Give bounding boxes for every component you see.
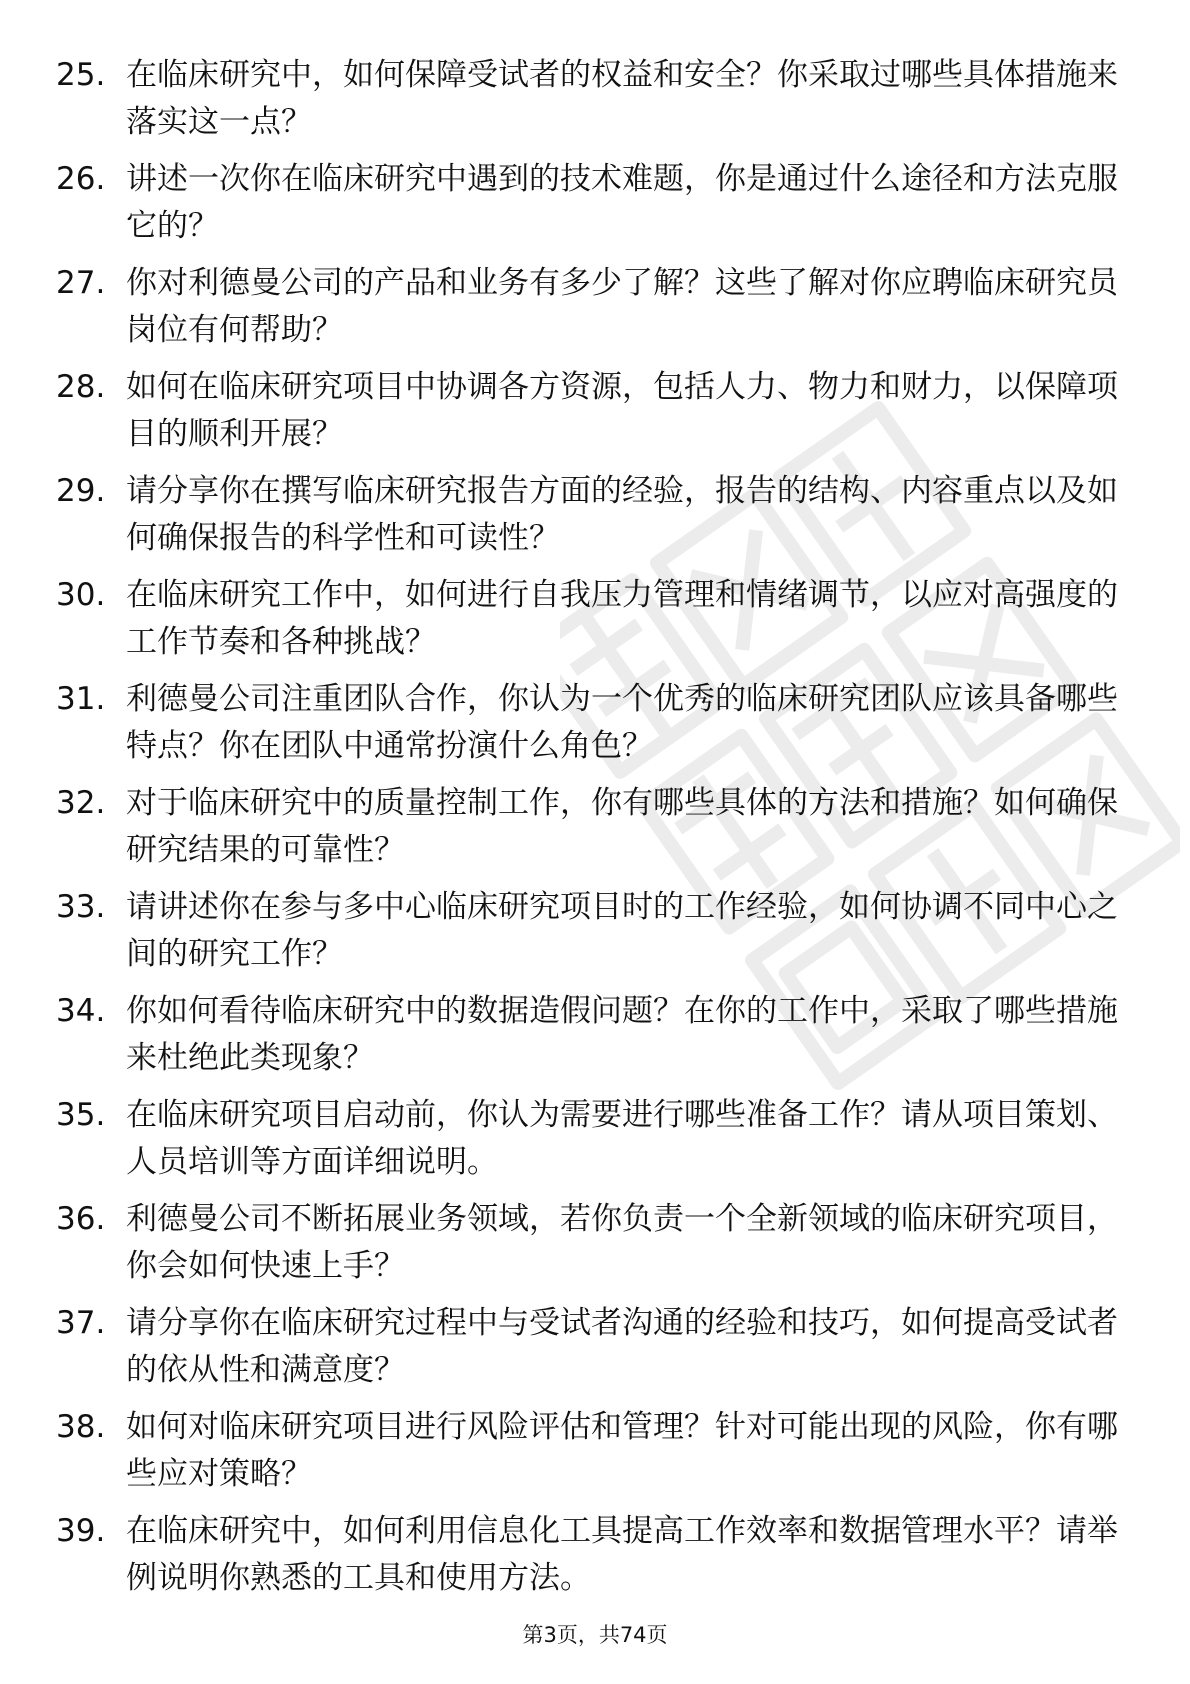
question-item xyxy=(56,780,1136,884)
question-text: 请分享你在撰写临床研究报告方面的经验，报告的结构、内容重点以及如何确保报告的科学性和可读性？ xyxy=(126,473,1118,556)
question-number: 26. xyxy=(56,161,106,197)
question-number: 28. xyxy=(56,369,106,405)
question-item xyxy=(56,52,1136,156)
question-item xyxy=(56,988,1136,1092)
question-text: 利德曼公司不断拓展业务领域，若你负责一个全新领域的临床研究项目，你会如何快速上手？ xyxy=(126,1201,1118,1284)
question-number: 39. xyxy=(56,1513,106,1549)
question-text: 利德曼公司注重团队合作，你认为一个优秀的临床研究团队应该具备哪些特点？你在团队中通常扮演什么角色？ xyxy=(126,681,1118,764)
question-item xyxy=(56,884,1136,988)
question-item xyxy=(56,468,1136,572)
question-item xyxy=(56,1300,1136,1404)
question-number: 29. xyxy=(56,473,106,509)
question-list xyxy=(56,52,1136,1612)
question-number: 27. xyxy=(56,265,106,301)
question-text: 在临床研究项目启动前，你认为需要进行哪些准备工作？请从项目策划、人员培训等方面详细说明。 xyxy=(126,1097,1118,1180)
page-number-label: 第3页，共74页 xyxy=(522,1623,668,1647)
question-text: 如何对临床研究项目进行风险评估和管理？针对可能出现的风险，你有哪些应对策略？ xyxy=(126,1409,1118,1492)
question-item xyxy=(56,1404,1136,1508)
question-item xyxy=(56,676,1136,780)
question-text: 你如何看待临床研究中的数据造假问题？在你的工作中，采取了哪些措施来杜绝此类现象？ xyxy=(126,993,1118,1076)
question-item xyxy=(56,572,1136,676)
question-text: 在临床研究中，如何利用信息化工具提高工作效率和数据管理水平？请举例说明你熟悉的工具和使用方法。 xyxy=(126,1513,1118,1596)
question-number: 31. xyxy=(56,681,106,717)
question-text: 对于临床研究中的质量控制工作，你有哪些具体的方法和措施？如何确保研究结果的可靠性？ xyxy=(126,785,1118,868)
question-item xyxy=(56,260,1136,364)
question-number: 37. xyxy=(56,1305,106,1341)
question-number: 35. xyxy=(56,1097,106,1133)
question-text: 请分享你在临床研究过程中与受试者沟通的经验和技巧，如何提高受试者的依从性和满意度？ xyxy=(126,1305,1118,1388)
question-number: 34. xyxy=(56,993,106,1029)
question-text: 讲述一次你在临床研究中遇到的技术难题，你是通过什么途径和方法克服它的？ xyxy=(126,161,1118,244)
question-text: 在临床研究工作中，如何进行自我压力管理和情绪调节，以应对高强度的工作节奏和各种挑战？ xyxy=(126,577,1118,660)
question-number: 36. xyxy=(56,1201,106,1237)
page-footer xyxy=(0,1621,1190,1649)
question-number: 32. xyxy=(56,785,106,821)
question-text: 你对利德曼公司的产品和业务有多少了解？这些了解对你应聘临床研究员岗位有何帮助？ xyxy=(126,265,1118,348)
question-number: 33. xyxy=(56,889,106,925)
question-number: 30. xyxy=(56,577,106,613)
question-text: 在临床研究中，如何保障受试者的权益和安全？你采取过哪些具体措施来落实这一点？ xyxy=(126,57,1118,140)
question-number: 38. xyxy=(56,1409,106,1445)
question-number: 25. xyxy=(56,57,106,93)
question-item xyxy=(56,1196,1136,1300)
question-item xyxy=(56,156,1136,260)
question-item xyxy=(56,1092,1136,1196)
question-item xyxy=(56,364,1136,468)
question-text: 请讲述你在参与多中心临床研究项目时的工作经验，如何协调不同中心之间的研究工作？ xyxy=(126,889,1118,972)
question-item xyxy=(56,1508,1136,1612)
question-text: 如何在临床研究项目中协调各方资源，包括人力、物力和财力，以保障项目的顺利开展？ xyxy=(126,369,1118,452)
